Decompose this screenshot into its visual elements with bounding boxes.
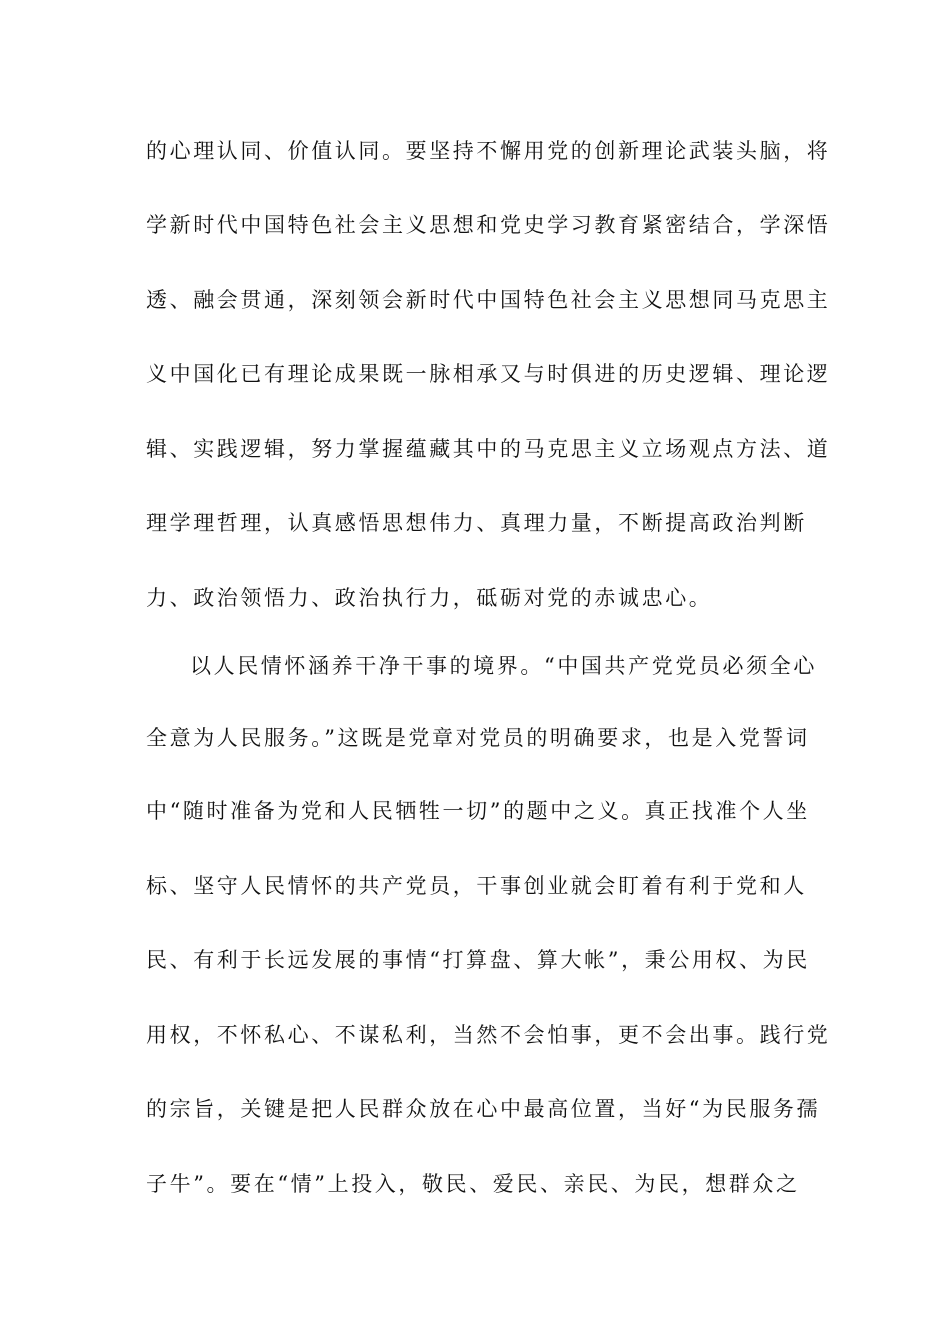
- text-line: 全意为人民服务。”这既是党章对党员的明确要求，也是入党誓词: [146, 726, 810, 750]
- text-line: 义中国化已有理论成果既一脉相承又与时俱进的历史逻辑、理论逻: [146, 362, 831, 386]
- text-line: 标、坚守人民情怀的共产党员，干事创业就会盯着有利于党和人: [146, 874, 807, 898]
- text-line: 民、有利于长远发展的事情“打算盘、算大帐”，秉公用权、为民: [146, 948, 810, 972]
- text-line: 力、政治领悟力、政治执行力，砥砺对党的赤诚忠心。: [146, 586, 713, 610]
- text-line: 透、融会贯通，深刻领会新时代中国特色社会主义思想同马克思主: [146, 288, 831, 312]
- text-line: 辑、实践逻辑，努力掌握蕴藏其中的马克思主义立场观点方法、道: [146, 437, 831, 461]
- text-line: 的心理认同、价值认同。要坚持不懈用党的创新理论武装头脑，将: [146, 139, 831, 163]
- text-line: 学新时代中国特色社会主义思想和党史学习教育紧密结合，学深悟: [146, 213, 831, 237]
- text-line: 子牛”。要在“情”上投入，敬民、爱民、亲民、为民，想群众之: [146, 1172, 800, 1196]
- text-line: 的宗旨，关键是把人民群众放在心中最高位置，当好“为民服务孺: [146, 1097, 821, 1121]
- text-line: 中“随时准备为党和人民牺牲一切”的题中之义。真正找准个人坐: [146, 799, 810, 823]
- paragraph-first-line: 以人民情怀涵养干净干事的境界。“中国共产党党员必须全心: [190, 654, 817, 678]
- text-line: 用权，不怀私心、不谋私利，当然不会怕事，更不会出事。践行党: [146, 1023, 831, 1047]
- text-line: 理学理哲理，认真感悟思想伟力、真理力量，不断提高政治判断: [146, 511, 807, 535]
